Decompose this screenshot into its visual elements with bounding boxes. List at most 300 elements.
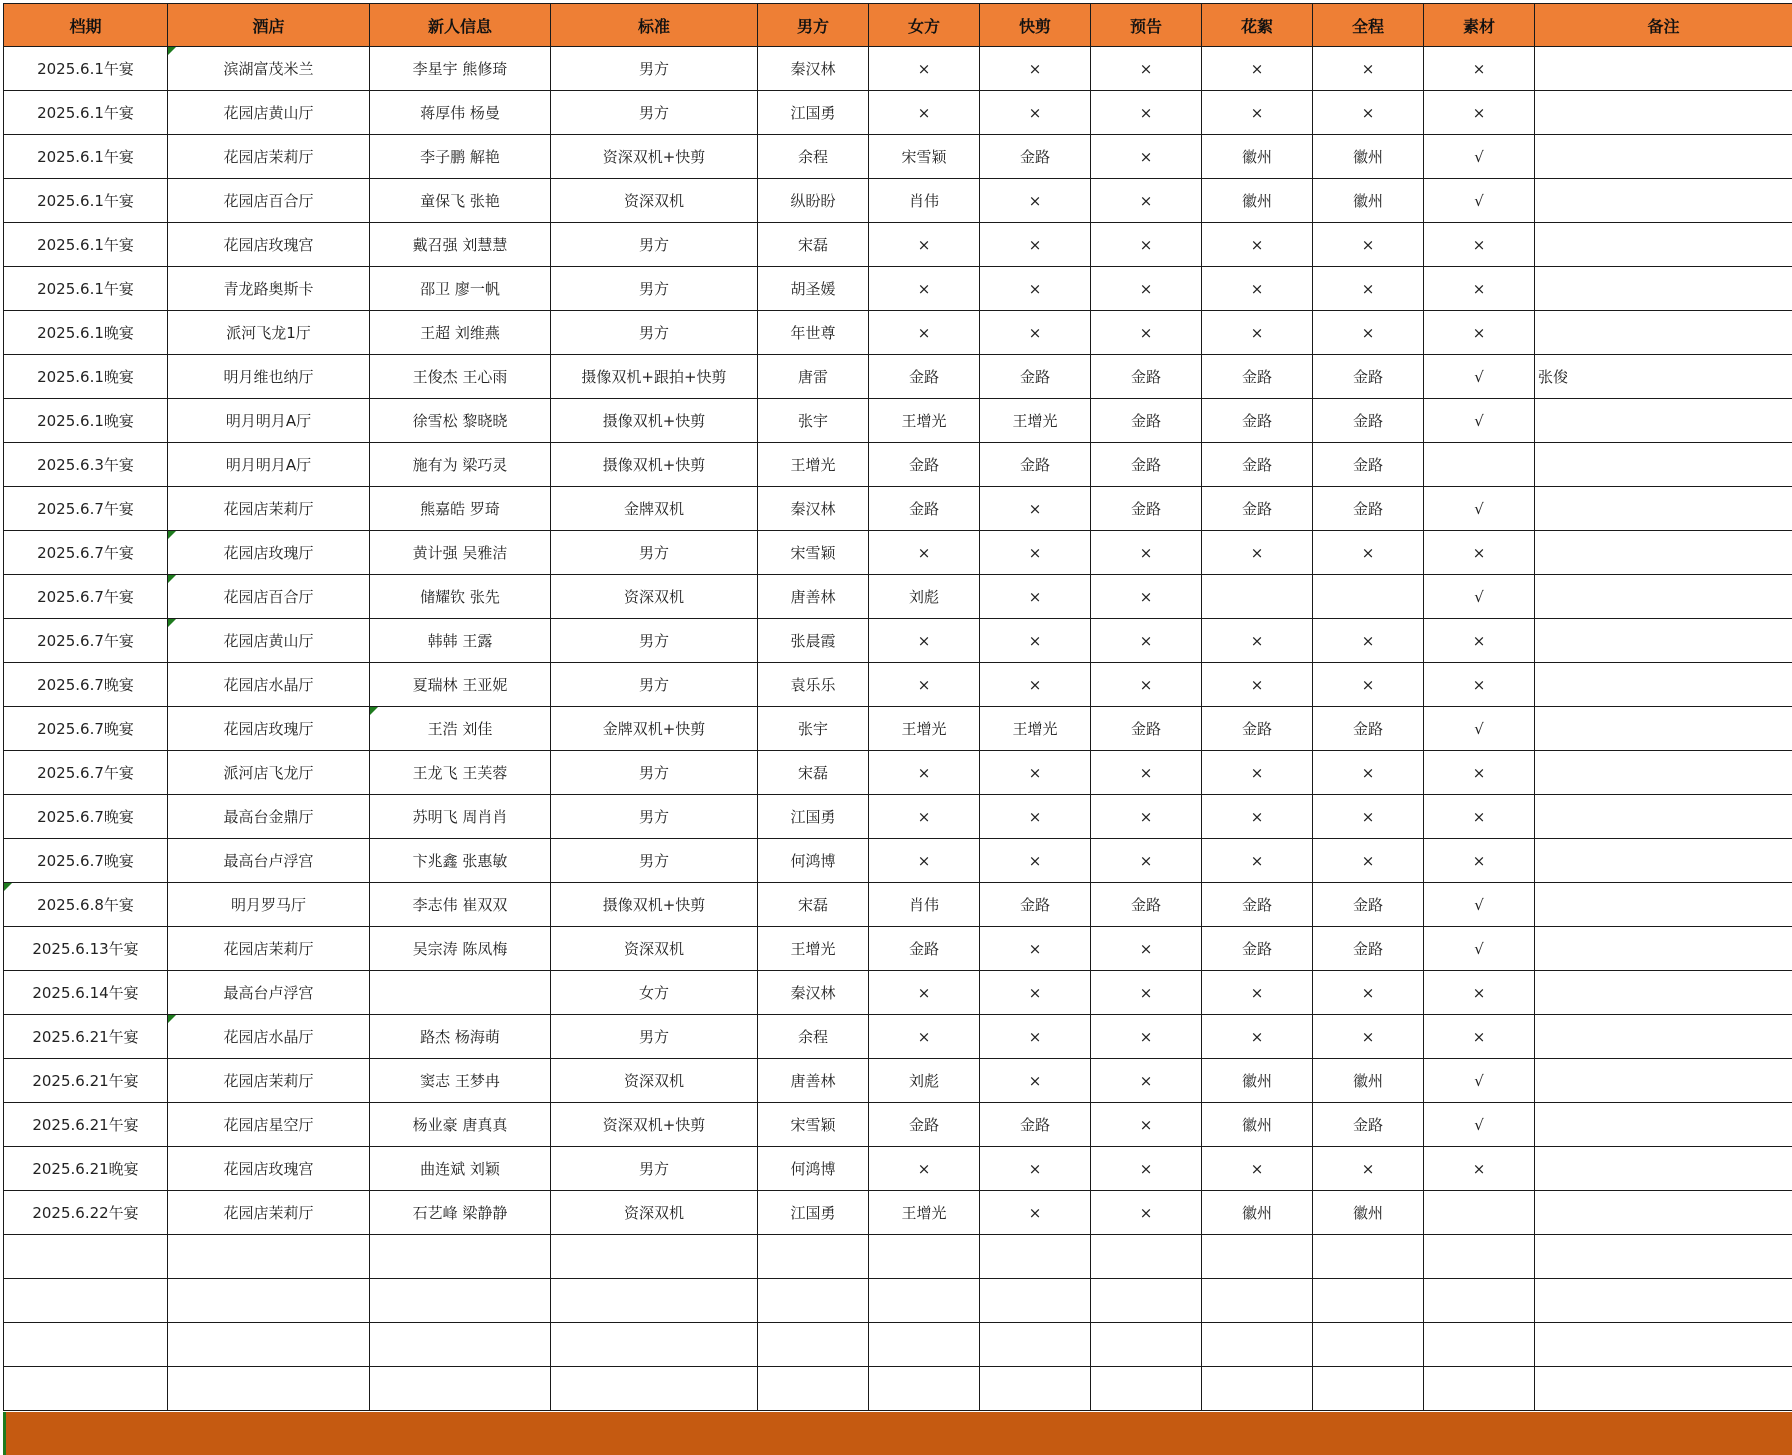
cell-highlights[interactable]: × <box>1202 91 1313 135</box>
cell-highlights[interactable]: × <box>1202 619 1313 663</box>
cell-highlights[interactable] <box>1202 1367 1313 1411</box>
cell-date[interactable]: 2025.6.1晚宴 <box>4 355 168 399</box>
cell-bride[interactable]: × <box>869 311 980 355</box>
cell-couple[interactable]: 徐雪松 黎晓晓 <box>370 399 551 443</box>
cell-package[interactable] <box>551 1279 758 1323</box>
cell-quick-edit[interactable]: × <box>980 1059 1091 1103</box>
cell-full[interactable]: 金路 <box>1313 1103 1424 1147</box>
cell-trailer[interactable]: × <box>1091 47 1202 91</box>
cell-quick-edit[interactable]: × <box>980 1147 1091 1191</box>
cell-trailer[interactable]: × <box>1091 135 1202 179</box>
cell-trailer[interactable]: × <box>1091 1059 1202 1103</box>
cell-hotel[interactable] <box>168 1235 370 1279</box>
cell-couple[interactable]: 李星宇 熊修琦 <box>370 47 551 91</box>
cell-material[interactable]: √ <box>1424 399 1535 443</box>
cell-package[interactable]: 男方 <box>551 839 758 883</box>
cell-quick-edit[interactable] <box>980 1235 1091 1279</box>
cell-package[interactable]: 资深双机 <box>551 575 758 619</box>
cell-groom[interactable]: 年世尊 <box>758 311 869 355</box>
cell-date[interactable]: 2025.6.7晚宴 <box>4 839 168 883</box>
cell-highlights[interactable]: 徽州 <box>1202 1059 1313 1103</box>
cell-package[interactable]: 资深双机+快剪 <box>551 135 758 179</box>
cell-hotel[interactable]: 花园店玫瑰宫 <box>168 223 370 267</box>
cell-trailer[interactable]: × <box>1091 223 1202 267</box>
header-highlights[interactable]: 花絮 <box>1202 4 1313 47</box>
cell-quick-edit[interactable]: × <box>980 575 1091 619</box>
cell-hotel[interactable]: 花园店玫瑰厅 <box>168 531 370 575</box>
cell-material[interactable]: × <box>1424 531 1535 575</box>
header-date[interactable]: 档期 <box>4 4 168 47</box>
cell-package[interactable]: 资深双机 <box>551 179 758 223</box>
cell-package[interactable] <box>551 1323 758 1367</box>
cell-note[interactable]: 张俊 <box>1535 355 1792 399</box>
cell-full[interactable]: × <box>1313 1015 1424 1059</box>
cell-hotel[interactable]: 花园店黄山厅 <box>168 619 370 663</box>
cell-full[interactable]: × <box>1313 1147 1424 1191</box>
cell-trailer[interactable]: 金路 <box>1091 355 1202 399</box>
cell-highlights[interactable]: 徽州 <box>1202 1191 1313 1235</box>
cell-bride[interactable] <box>869 1323 980 1367</box>
cell-note[interactable] <box>1535 1147 1792 1191</box>
cell-highlights[interactable]: × <box>1202 795 1313 839</box>
cell-material[interactable]: × <box>1424 663 1535 707</box>
cell-couple[interactable] <box>370 1235 551 1279</box>
cell-package[interactable]: 男方 <box>551 311 758 355</box>
cell-groom[interactable]: 秦汉林 <box>758 487 869 531</box>
cell-hotel[interactable]: 花园店茉莉厅 <box>168 487 370 531</box>
cell-full[interactable] <box>1313 1279 1424 1323</box>
cell-quick-edit[interactable]: × <box>980 971 1091 1015</box>
cell-trailer[interactable]: × <box>1091 267 1202 311</box>
cell-couple[interactable]: 吴宗涛 陈凤梅 <box>370 927 551 971</box>
cell-groom[interactable]: 何鸿博 <box>758 839 869 883</box>
cell-couple[interactable]: 卞兆鑫 张惠敏 <box>370 839 551 883</box>
cell-package[interactable]: 金牌双机 <box>551 487 758 531</box>
cell-quick-edit[interactable]: × <box>980 47 1091 91</box>
cell-material[interactable]: √ <box>1424 707 1535 751</box>
cell-date[interactable]: 2025.6.1午宴 <box>4 223 168 267</box>
cell-bride[interactable] <box>869 1235 980 1279</box>
cell-full[interactable]: 徽州 <box>1313 179 1424 223</box>
cell-bride[interactable]: × <box>869 839 980 883</box>
cell-quick-edit[interactable]: × <box>980 619 1091 663</box>
cell-full[interactable]: × <box>1313 91 1424 135</box>
cell-full[interactable]: × <box>1313 223 1424 267</box>
cell-package[interactable]: 资深双机+快剪 <box>551 1103 758 1147</box>
cell-groom[interactable]: 江国勇 <box>758 1191 869 1235</box>
cell-couple[interactable]: 韩韩 王露 <box>370 619 551 663</box>
cell-material[interactable]: × <box>1424 751 1535 795</box>
cell-trailer[interactable]: × <box>1091 751 1202 795</box>
cell-groom[interactable]: 宋雪颖 <box>758 531 869 575</box>
cell-full[interactable]: × <box>1313 971 1424 1015</box>
cell-date[interactable]: 2025.6.14午宴 <box>4 971 168 1015</box>
cell-material[interactable]: × <box>1424 839 1535 883</box>
cell-package[interactable]: 男方 <box>551 795 758 839</box>
cell-quick-edit[interactable]: 金路 <box>980 1103 1091 1147</box>
cell-highlights[interactable]: 徽州 <box>1202 1103 1313 1147</box>
cell-note[interactable] <box>1535 1103 1792 1147</box>
cell-bride[interactable]: 宋雪颖 <box>869 135 980 179</box>
cell-bride[interactable]: × <box>869 91 980 135</box>
cell-date[interactable] <box>4 1279 168 1323</box>
cell-quick-edit[interactable]: × <box>980 531 1091 575</box>
cell-bride[interactable]: × <box>869 1015 980 1059</box>
cell-date[interactable]: 2025.6.1午宴 <box>4 135 168 179</box>
cell-highlights[interactable] <box>1202 1323 1313 1367</box>
cell-date[interactable]: 2025.6.7午宴 <box>4 619 168 663</box>
cell-material[interactable]: × <box>1424 795 1535 839</box>
header-quick-edit[interactable]: 快剪 <box>980 4 1091 47</box>
cell-couple[interactable]: 黄计强 吴雅洁 <box>370 531 551 575</box>
cell-bride[interactable]: × <box>869 619 980 663</box>
header-groom[interactable]: 男方 <box>758 4 869 47</box>
cell-date[interactable]: 2025.6.1晚宴 <box>4 311 168 355</box>
cell-material[interactable]: × <box>1424 311 1535 355</box>
cell-hotel[interactable]: 花园店百合厅 <box>168 575 370 619</box>
cell-bride[interactable]: × <box>869 1147 980 1191</box>
cell-date[interactable]: 2025.6.1午宴 <box>4 91 168 135</box>
cell-trailer[interactable]: 金路 <box>1091 487 1202 531</box>
cell-package[interactable]: 男方 <box>551 531 758 575</box>
cell-trailer[interactable]: 金路 <box>1091 443 1202 487</box>
cell-package[interactable]: 资深双机 <box>551 1191 758 1235</box>
cell-quick-edit[interactable] <box>980 1279 1091 1323</box>
cell-quick-edit[interactable]: 金路 <box>980 135 1091 179</box>
cell-couple[interactable]: 路杰 杨海萌 <box>370 1015 551 1059</box>
cell-highlights[interactable] <box>1202 575 1313 619</box>
cell-quick-edit[interactable]: 金路 <box>980 355 1091 399</box>
cell-hotel[interactable]: 花园店玫瑰宫 <box>168 1147 370 1191</box>
cell-bride[interactable]: 金路 <box>869 487 980 531</box>
cell-material[interactable]: × <box>1424 1015 1535 1059</box>
cell-quick-edit[interactable]: × <box>980 927 1091 971</box>
cell-bride[interactable]: 金路 <box>869 1103 980 1147</box>
header-material[interactable]: 素材 <box>1424 4 1535 47</box>
cell-date[interactable]: 2025.6.21午宴 <box>4 1015 168 1059</box>
cell-material[interactable] <box>1424 1191 1535 1235</box>
cell-material[interactable] <box>1424 1279 1535 1323</box>
cell-package[interactable]: 男方 <box>551 91 758 135</box>
cell-hotel[interactable]: 花园店茉莉厅 <box>168 135 370 179</box>
cell-quick-edit[interactable]: × <box>980 795 1091 839</box>
cell-note[interactable] <box>1535 751 1792 795</box>
cell-full[interactable]: 金路 <box>1313 883 1424 927</box>
cell-material[interactable]: × <box>1424 1147 1535 1191</box>
cell-hotel[interactable]: 明月维也纳厅 <box>168 355 370 399</box>
cell-bride[interactable]: 王增光 <box>869 1191 980 1235</box>
cell-highlights[interactable]: 金路 <box>1202 443 1313 487</box>
cell-full[interactable]: 金路 <box>1313 443 1424 487</box>
cell-material[interactable]: √ <box>1424 487 1535 531</box>
cell-full[interactable]: × <box>1313 267 1424 311</box>
cell-bride[interactable]: × <box>869 47 980 91</box>
cell-quick-edit[interactable]: × <box>980 487 1091 531</box>
cell-trailer[interactable] <box>1091 1323 1202 1367</box>
cell-trailer[interactable]: × <box>1091 1015 1202 1059</box>
cell-trailer[interactable]: × <box>1091 927 1202 971</box>
cell-highlights[interactable]: × <box>1202 311 1313 355</box>
cell-hotel[interactable]: 派河飞龙1厅 <box>168 311 370 355</box>
cell-full[interactable]: × <box>1313 795 1424 839</box>
cell-date[interactable]: 2025.6.21午宴 <box>4 1059 168 1103</box>
header-note[interactable]: 备注 <box>1535 4 1792 47</box>
cell-full[interactable] <box>1313 1235 1424 1279</box>
cell-groom[interactable]: 秦汉林 <box>758 971 869 1015</box>
cell-bride[interactable]: 金路 <box>869 443 980 487</box>
cell-date[interactable]: 2025.6.7晚宴 <box>4 707 168 751</box>
cell-bride[interactable] <box>869 1367 980 1411</box>
cell-package[interactable]: 女方 <box>551 971 758 1015</box>
cell-package[interactable]: 资深双机 <box>551 927 758 971</box>
cell-couple[interactable] <box>370 1323 551 1367</box>
cell-quick-edit[interactable]: × <box>980 751 1091 795</box>
cell-couple[interactable]: 施有为 梁巧灵 <box>370 443 551 487</box>
cell-note[interactable] <box>1535 1323 1792 1367</box>
header-bride[interactable]: 女方 <box>869 4 980 47</box>
cell-couple[interactable]: 戴召强 刘慧慧 <box>370 223 551 267</box>
cell-groom[interactable]: 江国勇 <box>758 795 869 839</box>
cell-bride[interactable]: 王增光 <box>869 707 980 751</box>
cell-full[interactable]: 金路 <box>1313 487 1424 531</box>
cell-couple[interactable]: 石艺峰 梁静静 <box>370 1191 551 1235</box>
cell-package[interactable] <box>551 1367 758 1411</box>
cell-bride[interactable]: × <box>869 267 980 311</box>
cell-date[interactable]: 2025.6.7晚宴 <box>4 795 168 839</box>
cell-quick-edit[interactable]: × <box>980 663 1091 707</box>
cell-note[interactable] <box>1535 839 1792 883</box>
cell-trailer[interactable]: × <box>1091 575 1202 619</box>
cell-couple[interactable]: 熊嘉皓 罗琦 <box>370 487 551 531</box>
cell-groom[interactable]: 王增光 <box>758 443 869 487</box>
header-full[interactable]: 全程 <box>1313 4 1424 47</box>
cell-full[interactable]: 徽州 <box>1313 1191 1424 1235</box>
cell-note[interactable] <box>1535 663 1792 707</box>
cell-hotel[interactable] <box>168 1279 370 1323</box>
cell-hotel[interactable]: 花园店百合厅 <box>168 179 370 223</box>
cell-groom[interactable]: 唐善林 <box>758 1059 869 1103</box>
cell-material[interactable]: × <box>1424 223 1535 267</box>
cell-full[interactable]: 徽州 <box>1313 135 1424 179</box>
cell-trailer[interactable] <box>1091 1279 1202 1323</box>
cell-note[interactable] <box>1535 91 1792 135</box>
cell-material[interactable]: √ <box>1424 927 1535 971</box>
cell-highlights[interactable]: × <box>1202 663 1313 707</box>
cell-material[interactable]: × <box>1424 971 1535 1015</box>
cell-hotel[interactable]: 花园店水晶厅 <box>168 1015 370 1059</box>
cell-couple[interactable]: 王龙飞 王芙蓉 <box>370 751 551 795</box>
cell-groom[interactable]: 张宇 <box>758 707 869 751</box>
cell-package[interactable]: 男方 <box>551 663 758 707</box>
cell-date[interactable] <box>4 1235 168 1279</box>
cell-groom[interactable]: 胡圣媛 <box>758 267 869 311</box>
cell-groom[interactable]: 秦汉林 <box>758 47 869 91</box>
cell-material[interactable]: √ <box>1424 355 1535 399</box>
cell-trailer[interactable]: × <box>1091 311 1202 355</box>
cell-bride[interactable] <box>869 1279 980 1323</box>
cell-highlights[interactable]: × <box>1202 1015 1313 1059</box>
cell-bride[interactable]: 刘彪 <box>869 575 980 619</box>
cell-hotel[interactable]: 青龙路奥斯卡 <box>168 267 370 311</box>
cell-hotel[interactable]: 花园店茉莉厅 <box>168 1191 370 1235</box>
cell-date[interactable]: 2025.6.7晚宴 <box>4 663 168 707</box>
cell-full[interactable]: × <box>1313 663 1424 707</box>
cell-material[interactable]: × <box>1424 619 1535 663</box>
cell-note[interactable] <box>1535 795 1792 839</box>
cell-couple[interactable]: 夏瑞林 王亚妮 <box>370 663 551 707</box>
cell-package[interactable]: 摄像双机+快剪 <box>551 443 758 487</box>
header-trailer[interactable]: 预告 <box>1091 4 1202 47</box>
cell-hotel[interactable]: 明月明月A厅 <box>168 443 370 487</box>
cell-quick-edit[interactable]: × <box>980 839 1091 883</box>
cell-highlights[interactable]: × <box>1202 267 1313 311</box>
cell-trailer[interactable] <box>1091 1235 1202 1279</box>
cell-package[interactable]: 摄像双机+快剪 <box>551 399 758 443</box>
cell-hotel[interactable]: 花园店星空厅 <box>168 1103 370 1147</box>
cell-bride[interactable]: × <box>869 223 980 267</box>
cell-trailer[interactable]: × <box>1091 663 1202 707</box>
cell-date[interactable]: 2025.6.7午宴 <box>4 487 168 531</box>
cell-highlights[interactable]: 金路 <box>1202 355 1313 399</box>
cell-hotel[interactable]: 最高台卢浮宫 <box>168 839 370 883</box>
cell-hotel[interactable]: 花园店茉莉厅 <box>168 927 370 971</box>
header-couple[interactable]: 新人信息 <box>370 4 551 47</box>
cell-material[interactable] <box>1424 1367 1535 1411</box>
cell-groom[interactable]: 何鸿博 <box>758 1147 869 1191</box>
cell-hotel[interactable]: 花园店玫瑰厅 <box>168 707 370 751</box>
cell-date[interactable]: 2025.6.1午宴 <box>4 267 168 311</box>
cell-couple[interactable]: 李志伟 崔双双 <box>370 883 551 927</box>
cell-groom[interactable]: 宋雪颖 <box>758 1103 869 1147</box>
cell-trailer[interactable]: × <box>1091 531 1202 575</box>
cell-package[interactable]: 男方 <box>551 223 758 267</box>
cell-hotel[interactable]: 滨湖富茂米兰 <box>168 47 370 91</box>
cell-groom[interactable]: 王增光 <box>758 927 869 971</box>
cell-date[interactable]: 2025.6.3午宴 <box>4 443 168 487</box>
cell-highlights[interactable] <box>1202 1235 1313 1279</box>
cell-couple[interactable] <box>370 1367 551 1411</box>
cell-note[interactable] <box>1535 487 1792 531</box>
cell-highlights[interactable]: 金路 <box>1202 399 1313 443</box>
cell-package[interactable]: 男方 <box>551 267 758 311</box>
cell-hotel[interactable] <box>168 1367 370 1411</box>
cell-trailer[interactable]: × <box>1091 839 1202 883</box>
cell-full[interactable] <box>1313 1323 1424 1367</box>
cell-date[interactable]: 2025.6.7午宴 <box>4 531 168 575</box>
cell-full[interactable]: × <box>1313 619 1424 663</box>
cell-date[interactable] <box>4 1367 168 1411</box>
cell-note[interactable] <box>1535 223 1792 267</box>
cell-bride[interactable]: × <box>869 663 980 707</box>
cell-groom[interactable] <box>758 1367 869 1411</box>
cell-note[interactable] <box>1535 1015 1792 1059</box>
cell-trailer[interactable]: × <box>1091 91 1202 135</box>
cell-bride[interactable]: × <box>869 751 980 795</box>
cell-package[interactable]: 男方 <box>551 1015 758 1059</box>
cell-note[interactable] <box>1535 443 1792 487</box>
cell-couple[interactable]: 李子鹏 解艳 <box>370 135 551 179</box>
cell-couple[interactable]: 王浩 刘佳 <box>370 707 551 751</box>
cell-package[interactable]: 资深双机 <box>551 1059 758 1103</box>
cell-full[interactable]: × <box>1313 839 1424 883</box>
cell-highlights[interactable] <box>1202 1279 1313 1323</box>
cell-quick-edit[interactable]: × <box>980 223 1091 267</box>
cell-date[interactable] <box>4 1323 168 1367</box>
cell-highlights[interactable]: × <box>1202 1147 1313 1191</box>
cell-package[interactable]: 男方 <box>551 1147 758 1191</box>
cell-hotel[interactable]: 最高台金鼎厅 <box>168 795 370 839</box>
cell-couple[interactable]: 邵卫 廖一帆 <box>370 267 551 311</box>
cell-trailer[interactable]: × <box>1091 971 1202 1015</box>
cell-bride[interactable]: 金路 <box>869 927 980 971</box>
cell-bride[interactable]: 金路 <box>869 355 980 399</box>
cell-highlights[interactable]: × <box>1202 47 1313 91</box>
cell-groom[interactable]: 张晨霞 <box>758 619 869 663</box>
cell-quick-edit[interactable]: × <box>980 1191 1091 1235</box>
cell-groom[interactable]: 江国勇 <box>758 91 869 135</box>
cell-material[interactable] <box>1424 1323 1535 1367</box>
cell-date[interactable]: 2025.6.13午宴 <box>4 927 168 971</box>
cell-note[interactable] <box>1535 575 1792 619</box>
cell-bride[interactable]: × <box>869 971 980 1015</box>
cell-highlights[interactable]: × <box>1202 751 1313 795</box>
cell-date[interactable]: 2025.6.22午宴 <box>4 1191 168 1235</box>
cell-couple[interactable]: 杨业豪 唐真真 <box>370 1103 551 1147</box>
cell-groom[interactable] <box>758 1235 869 1279</box>
cell-groom[interactable]: 唐雷 <box>758 355 869 399</box>
cell-bride[interactable]: 肖伟 <box>869 883 980 927</box>
cell-hotel[interactable] <box>168 1323 370 1367</box>
cell-date[interactable]: 2025.6.21午宴 <box>4 1103 168 1147</box>
cell-note[interactable] <box>1535 927 1792 971</box>
cell-date[interactable]: 2025.6.1晚宴 <box>4 399 168 443</box>
cell-couple[interactable] <box>370 1279 551 1323</box>
cell-trailer[interactable]: × <box>1091 179 1202 223</box>
cell-package[interactable]: 男方 <box>551 751 758 795</box>
cell-hotel[interactable]: 花园店茉莉厅 <box>168 1059 370 1103</box>
cell-package[interactable] <box>551 1235 758 1279</box>
cell-material[interactable]: × <box>1424 267 1535 311</box>
header-package[interactable]: 标准 <box>551 4 758 47</box>
cell-trailer[interactable]: × <box>1091 795 1202 839</box>
cell-quick-edit[interactable]: × <box>980 1015 1091 1059</box>
cell-date[interactable]: 2025.6.7午宴 <box>4 751 168 795</box>
cell-full[interactable]: × <box>1313 531 1424 575</box>
cell-note[interactable] <box>1535 531 1792 575</box>
cell-material[interactable]: √ <box>1424 575 1535 619</box>
cell-trailer[interactable]: 金路 <box>1091 883 1202 927</box>
cell-groom[interactable]: 余程 <box>758 1015 869 1059</box>
cell-bride[interactable]: 王增光 <box>869 399 980 443</box>
cell-note[interactable] <box>1535 1235 1792 1279</box>
cell-groom[interactable]: 唐善林 <box>758 575 869 619</box>
cell-quick-edit[interactable]: × <box>980 311 1091 355</box>
cell-trailer[interactable] <box>1091 1367 1202 1411</box>
cell-couple[interactable]: 苏明飞 周肖肖 <box>370 795 551 839</box>
cell-groom[interactable]: 宋磊 <box>758 223 869 267</box>
cell-couple[interactable] <box>370 971 551 1015</box>
cell-date[interactable]: 2025.6.21晚宴 <box>4 1147 168 1191</box>
cell-material[interactable]: √ <box>1424 1059 1535 1103</box>
cell-quick-edit[interactable]: × <box>980 179 1091 223</box>
cell-note[interactable] <box>1535 1279 1792 1323</box>
cell-note[interactable] <box>1535 707 1792 751</box>
cell-material[interactable]: × <box>1424 91 1535 135</box>
cell-material[interactable]: √ <box>1424 883 1535 927</box>
cell-highlights[interactable]: 金路 <box>1202 927 1313 971</box>
cell-package[interactable]: 摄像双机+跟拍+快剪 <box>551 355 758 399</box>
cell-groom[interactable]: 宋磊 <box>758 883 869 927</box>
